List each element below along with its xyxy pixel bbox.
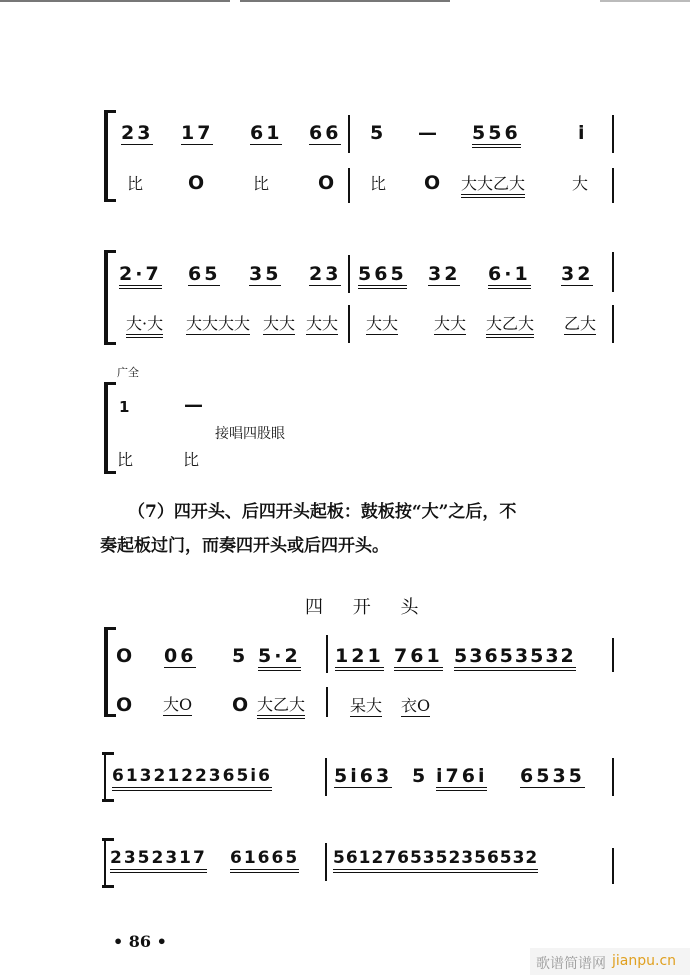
percussion-syllable: O [188,172,208,194]
note-group: 121 [335,645,384,671]
note-group: 35 [249,263,282,285]
note-group: 6535 [520,765,585,787]
note-group: 06 [164,645,197,667]
barline [326,635,328,673]
percussion-syllable: O [116,694,136,716]
page-number: • 86 • [113,932,167,951]
percussion-syllable: 大乙大 [486,314,534,338]
note-group: 32 [428,263,461,285]
note-group: 17 [181,122,214,144]
note-group: 61 [250,122,283,144]
percussion-syllable: 大大 [366,314,399,333]
note-group: — [184,394,206,416]
note-group: 2352317 [110,847,207,873]
note-group: 23 [309,263,342,285]
instruction-text: 接唱四股眼 [215,426,285,442]
percussion-syllable: 大O [163,695,193,714]
system-bracket [104,382,112,474]
note-group: 32 [561,263,594,285]
percussion-syllable: 大 [572,174,589,193]
note-group: 5i63 [334,765,393,787]
percussion-syllable: 大大 [306,314,339,333]
percussion-syllable: O [424,172,444,194]
note-group: 1 [119,398,133,416]
note-group: 65 [188,263,221,285]
barline [348,168,350,203]
section-title: 四 开 头 [305,597,431,618]
percussion-syllable: 乙大 [564,314,597,333]
scan-edge-line [240,0,450,2]
note-group: 5 [370,122,387,144]
percussion-syllable: 比 [127,174,144,193]
barline [612,252,614,292]
note-group: 565 [358,263,407,289]
system-bracket [104,627,112,717]
note-group: i76i [436,765,487,791]
percussion-syllable: 大乙大 [257,695,305,719]
barline [325,758,327,796]
system-bracket [104,110,112,202]
note-group: 61665 [230,847,299,873]
percussion-syllable: 大大 [434,314,467,333]
barline [325,843,327,881]
percussion-syllable: 大·大 [126,314,163,338]
paragraph-line: 奏起板过门，而奏四开头或后四开头。 [100,536,389,556]
barline [348,255,350,293]
barline [612,638,614,672]
note-group: 5·2 [258,645,301,671]
percussion-syllable: O [232,694,252,716]
percussion-syllable: 比 [370,174,387,193]
percussion-syllable: 衣O [401,696,431,715]
barline [612,115,614,153]
note-group: 556 [472,122,521,148]
note-group: i [578,122,588,144]
watermark-text: 歌谱简谱网 [536,956,606,972]
note-group: 53653532 [454,645,576,671]
note-group: 23 [121,122,154,144]
marking-label: 广全 [117,366,139,379]
note-group: 5 [412,765,429,787]
watermark [530,948,690,975]
barline [326,687,328,717]
percussion-syllable: 比 [253,174,270,193]
system-bracket [104,752,110,802]
note-group: 5 [232,645,249,667]
percussion-syllable: O [318,172,338,194]
scan-edge-line [0,0,230,2]
note-group: O [116,645,136,667]
percussion-syllable: 比 [117,450,134,469]
paragraph-line: （7）四开头、后四开头起板：鼓板按“大”之后，不 [128,502,517,522]
percussion-syllable: 大大 [263,314,296,333]
note-group: 6132122365i6 [112,765,272,791]
note-group: 2·7 [119,263,162,289]
system-bracket [104,250,112,345]
barline [612,758,614,796]
barline [348,115,350,153]
note-group: 66 [309,122,342,144]
watermark-url: jianpu.cn [612,953,677,969]
barline [612,305,614,343]
percussion-syllable: 大大乙大 [461,174,525,198]
percussion-syllable: 比 [183,450,200,469]
note-group: 761 [394,645,443,671]
barline [348,305,350,343]
percussion-syllable: 大大大大 [186,314,251,333]
scan-edge-line [600,0,690,2]
note-group: — [418,122,440,144]
barline [612,168,614,203]
note-group: 6·1 [488,263,531,289]
note-group: 5612765352356532 [333,847,538,873]
barline [612,848,614,884]
percussion-syllable: 呆大 [350,696,383,715]
